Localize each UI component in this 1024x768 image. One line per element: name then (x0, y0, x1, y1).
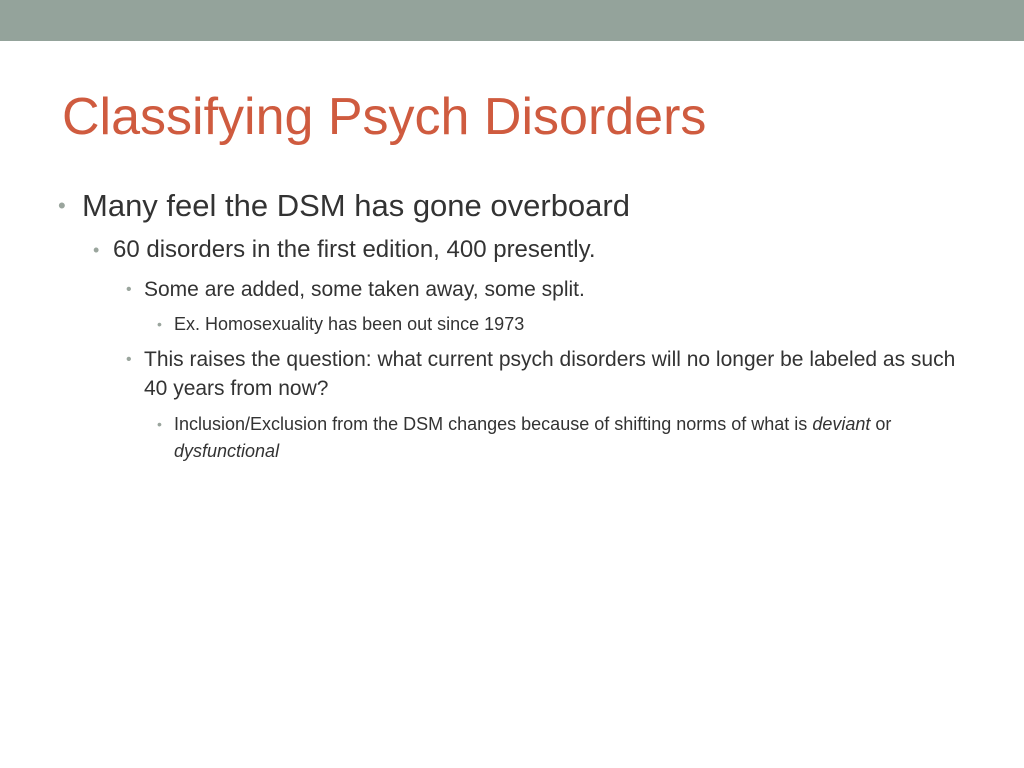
bullet-dot-icon: • (58, 193, 66, 218)
bullet-italic-dysfunctional: dysfunctional (174, 441, 280, 461)
bullet-text-part: Inclusion/Exclusion from the DSM changes because of shifting norms of what is (174, 414, 813, 434)
bullet-dot-icon: • (126, 351, 132, 368)
bullet-text-part: or (870, 414, 892, 434)
bullet-dot-icon: • (157, 416, 162, 432)
bullet-level3 (126, 275, 984, 304)
bullet-italic-deviant: deviant (812, 414, 871, 434)
bullet-text: Ex. Homosexuality has been out since 1973 (174, 314, 525, 334)
bullet-text: Many feel the DSM has gone overboard (82, 188, 630, 223)
top-accent-bar (0, 0, 1024, 41)
bullet-text: This raises the question: what current psych disorders will no longer be labeled as such 40 years from now? (144, 348, 956, 400)
bullet-level2 (93, 234, 993, 266)
bullet-dot-icon: • (157, 316, 162, 332)
bullet-level1 (58, 186, 982, 226)
bullet-text: Some are added, some taken away, some split. (144, 278, 585, 301)
bullet-level4 (157, 311, 974, 337)
bullet-dot-icon: • (93, 240, 100, 260)
slide-title: Classifying Psych Disorders (62, 88, 707, 146)
bullet-text: 60 disorders in the first edition, 400 presently. (113, 236, 596, 263)
bullet-level3 (126, 345, 984, 403)
bullet-level4 (157, 411, 974, 465)
bullet-dot-icon: • (126, 281, 132, 298)
bullet-text (174, 414, 891, 461)
